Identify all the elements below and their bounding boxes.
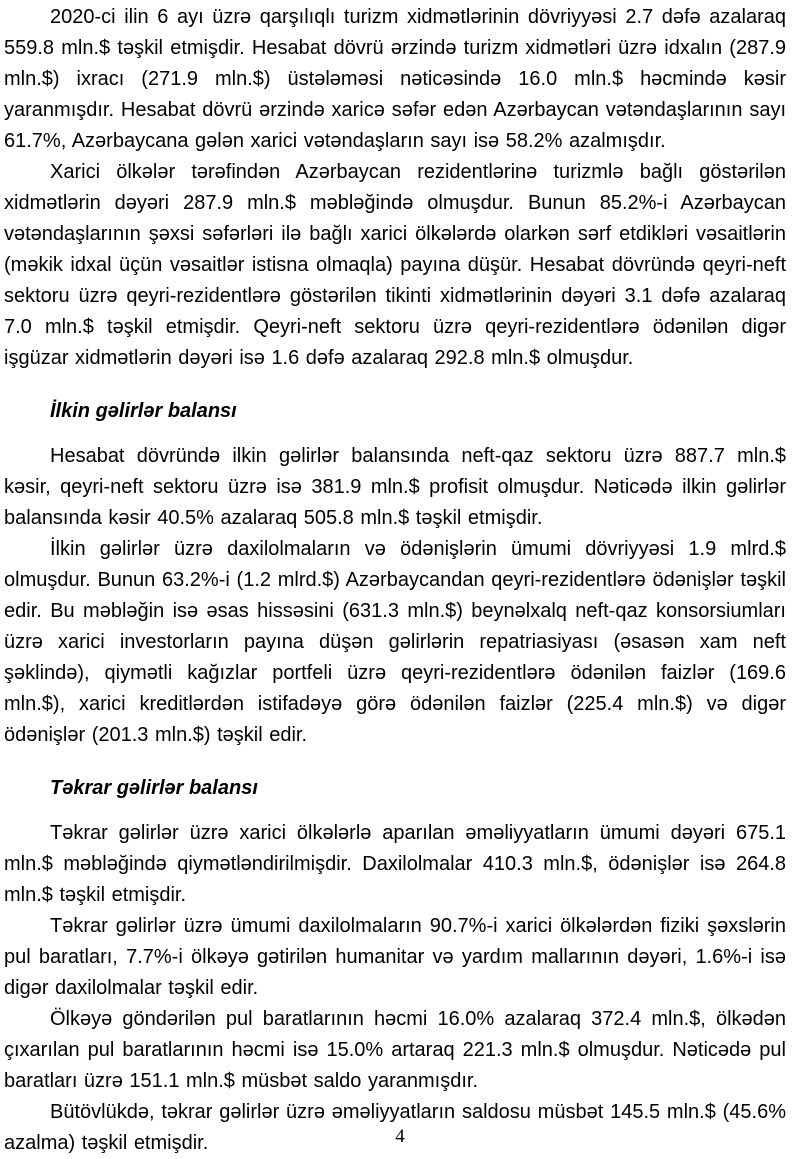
paragraph-primary-income-flows: İlkin gəlirlər üzrə daxilolmaların və ödənişlərin ümumi dövriyyəsi 1.9 mlrd.$ olmuşdur. Bunun 63.2%-i (1.2 mlrd.$) Azərbaycandan qeyri-rezidentlərə ödənişlər təşkil edir. Bu məbləğin isə əsas hissəsini (631.3 mln.$) beynəlxalq neft-qaz konsorsiumları üzrə xarici investorların payına düşən gəlirlərin repatriasiyası (əsasən xam neft şəklində), qiymətli kağızlar portfeli üzrə qeyri-rezidentlərə ödənilən faizlər (169.6 mln.$), xarici kreditlərdən istifadəyə görə ödənilən faizlər (225.4 mln.$) və digər ödənişlər (201.3 mln.$) təşkil edir. [4,538,786,746]
paragraph-secondary-income-operations: Təkrar gəlirlər üzrə xarici ölkələrlə aparılan əməliyyatların ümumi dəyəri 675.1 mln.$ məbləğində qiymətləndirilmişdir. Daxilolmalar 410.3 mln.$, ödənişlər isə 264.8 mln.$ təşkil etmişdir. [4,822,786,906]
paragraph-primary-income-balance: Hesabat dövründə ilkin gəlirlər balansında neft-qaz sektoru üzrə 887.7 mln.$ kəsir, qeyri-neft sektoru üzrə isə 381.9 mln.$ profisit olmuşdur. Nəticədə ilkin gəlirlər balansında kəsir 40.5% azalaraq 505.8 mln.$ təşkil etmişdir. [4,445,786,529]
paragraph-secondary-income-saldo: Bütövlükdə, təkrar gəlirlər üzrə əməliyyatların saldosu müsbət 145.5 mln.$ (45.6% azalma) təşkil etmişdir. [4,1101,786,1154]
section-heading-primary-income: İlkin gəlirlər balansı [50,400,237,422]
paragraph-tourism-turnover: 2020-ci ilin 6 ayı üzrə qarşılıqlı turizm xidmətlərinin dövriyyəsi 2.7 dəfə azalaraq 559.8 mln.$ təşkil etmişdir. Hesabat dövrü ərzində turizm xidmətləri üzrə idxalın (287.9 mln.$) ixracı (271.9 mln.$) üstələməsi nəticəsində 16.0 mln.$ həcmində kəsir yaranmışdır. Hesabat dövrü ərzində xaricə səfər edən Azərbaycan vətəndaşlarının sayı 61.7%, Azərbaycana gələn xarici vətəndaşların sayı isə 58.2% azalmışdır. [4,6,786,152]
paragraph-tourism-services-value: Xarici ölkələr tərəfindən Azərbaycan rezidentlərinə turizmlə bağlı göstərilən xidmətlərin dəyəri 287.9 mln.$ məbləğində olmuşdur. Bunun 85.2%-i Azərbaycan vətəndaşlarının şəxsi səfərləri ilə bağlı xarici ölkələrdə olarkən sərf etdikləri vəsaitlərin (məkik idxal üçün vəsaitlər istisna olmaqla) payına düşür. Hesabat dövründə qeyri-neft sektoru üzrə qeyri-rezidentlərə göstərilən tikinti xidmətlərinin dəyəri 3.1 dəfə azalaraq 7.0 mln.$ təşkil etmişdir. Qeyri-neft sektoru üzrə qeyri-rezidentlərə ödənilən digər işgüzar xidmətlərin dəyəri isə 1.6 dəfə azalaraq 292.8 mln.$ olmuşdur. [4,161,786,369]
paragraph-money-transfers: Ölkəyə göndərilən pul baratlarının həcmi 16.0% azalaraq 372.4 mln.$, ölkədən çıxarılan pul baratlarının həcmi isə 15.0% artaraq 221.3 mln.$ olmuşdur. Nəticədə pul baratları üzrə 151.1 mln.$ müsbət saldo yaranmışdır. [4,1008,786,1092]
paragraph-secondary-income-inflows: Təkrar gəlirlər üzrə ümumi daxilolmaların 90.7%-i xarici ölkələrdən fiziki şəxslərin pul baratları, 7.7%-i ölkəyə gətirilən humanitar və yardım mallarının dəyəri, 1.6%-i isə digər daxilolmalar təşkil edir. [4,915,786,999]
page-number: 4 [395,1126,405,1147]
section-heading-secondary-income: Təkrar gəlirlər balansı [50,777,258,799]
